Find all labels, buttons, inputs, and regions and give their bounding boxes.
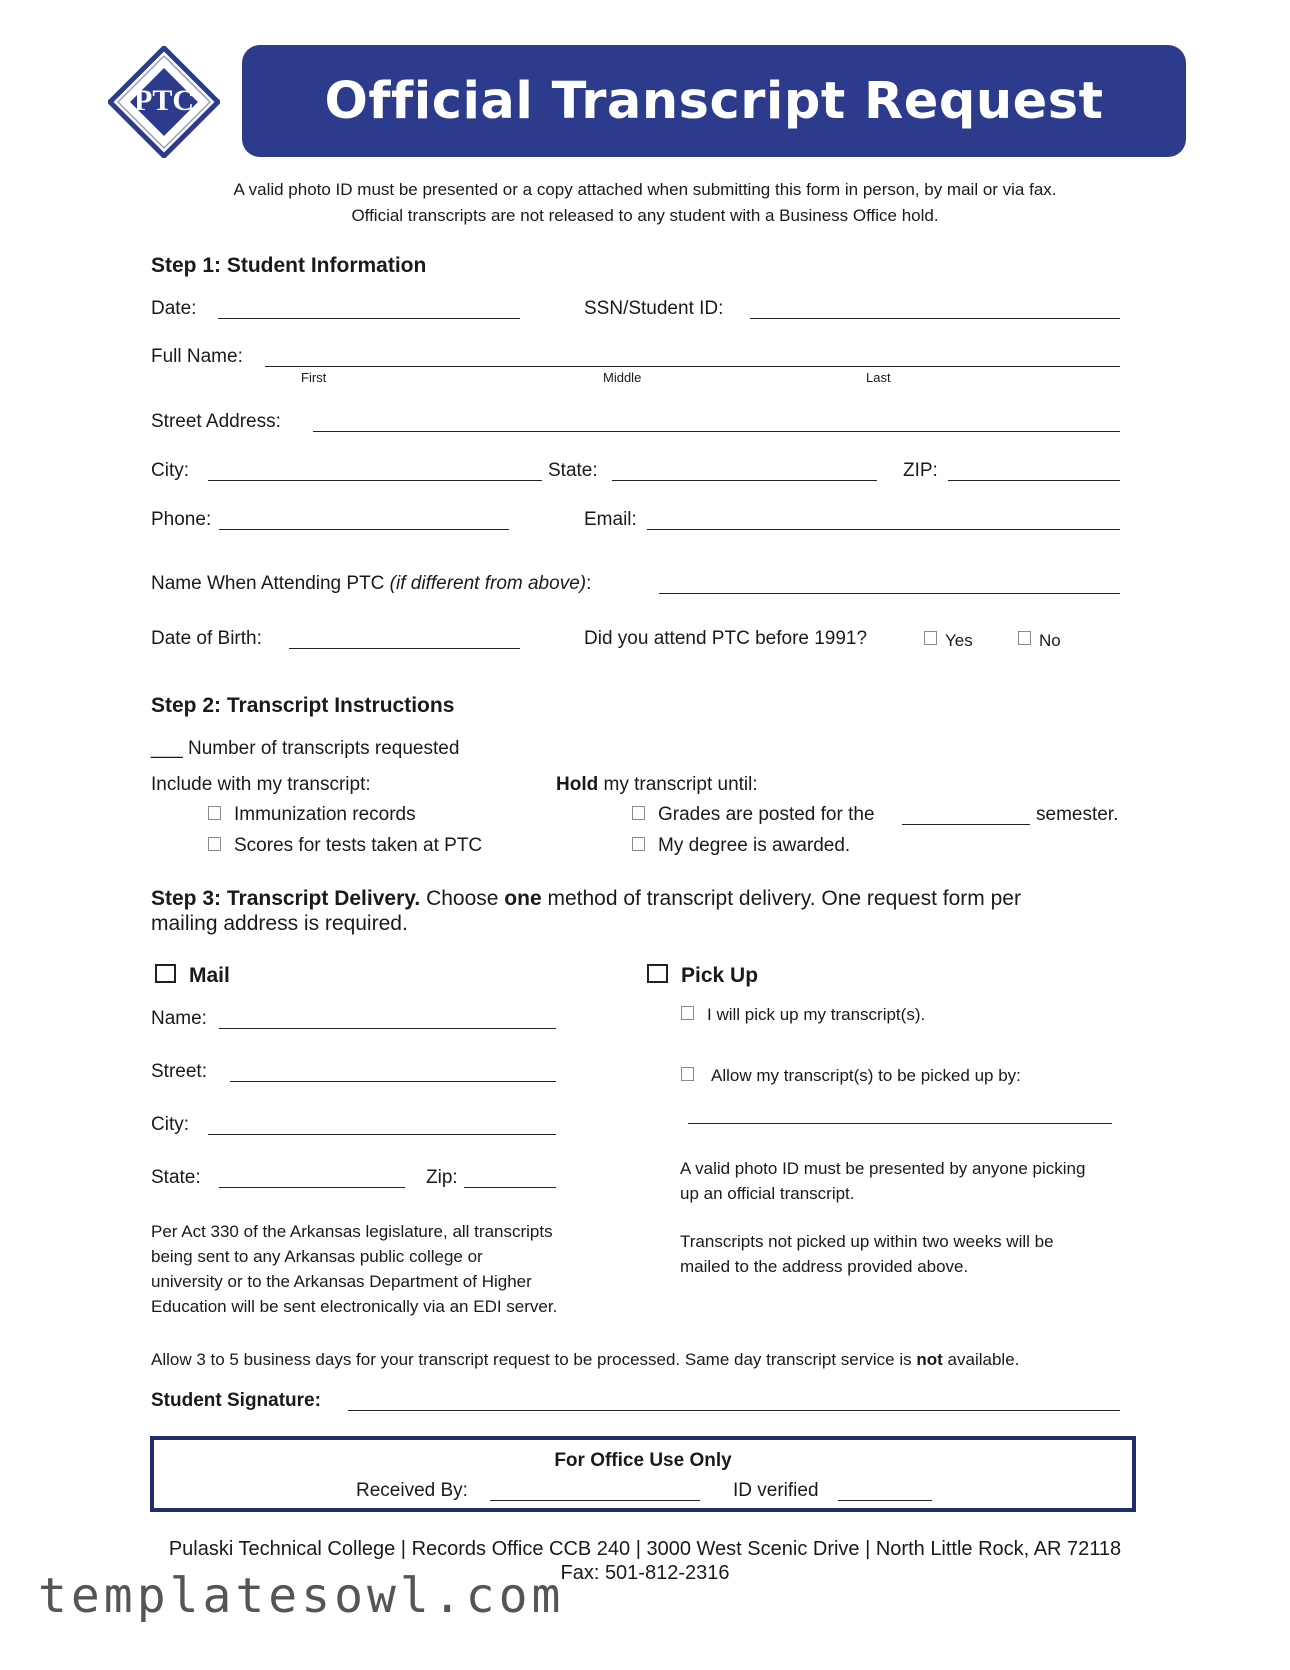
number-of-transcripts — [151, 738, 459, 760]
mail-name-field[interactable] — [219, 1028, 556, 1029]
dob-field[interactable] — [289, 648, 520, 649]
watermark: templatesowl.com — [38, 1568, 565, 1624]
first-name-sublabel: First — [301, 370, 327, 385]
received-by-label: Received By: — [356, 1480, 468, 1501]
email-field[interactable] — [647, 529, 1120, 530]
mail-city-label: City: — [151, 1114, 189, 1135]
fullname-field[interactable] — [265, 366, 1120, 367]
hold-label — [556, 774, 758, 796]
attending-name-label — [151, 573, 591, 595]
attending-name-text: Name When Attending PTC — [151, 573, 385, 594]
processing-note-part2: available. — [947, 1350, 1020, 1369]
number-of-transcripts-label: Number of transcripts requested — [187, 738, 460, 759]
notice-line-2: Official transcripts are not released to any student with a Business Office hold. — [351, 206, 939, 225]
address-line-1: Pulaski Technical College | Records Office CCB 240 | 3000 West Scenic Drive | North Little Rock, AR 72118 — [168, 1538, 1122, 1560]
processing-note — [151, 1350, 1019, 1370]
address-line-2: Fax: 501-812-2316 — [560, 1562, 730, 1584]
student-signature-field[interactable] — [348, 1410, 1120, 1411]
yes-label: Yes — [945, 631, 973, 650]
step3-heading-bold: Step 3: Transcript Delivery. — [151, 887, 421, 910]
photo-id-note-line-1: A valid photo ID must be presented by anyone picking — [680, 1159, 1086, 1178]
step3-heading-one: one — [504, 887, 542, 910]
attending-name-colon: : — [586, 573, 592, 594]
pickup-label: Pick Up — [681, 964, 759, 987]
step1-heading: Step 1: Student Information — [151, 254, 427, 277]
attending-name-field[interactable] — [659, 593, 1120, 594]
pickup-checkbox[interactable] — [647, 964, 668, 983]
step3-heading-line2: mailing address is required. — [151, 912, 408, 935]
phone-label: Phone: — [151, 509, 212, 530]
no-checkbox[interactable] — [1018, 631, 1031, 645]
date-label: Date: — [151, 298, 197, 319]
mail-state-label: State: — [151, 1167, 201, 1188]
no-label: No — [1039, 631, 1061, 650]
two-weeks-note-line-2: mailed to the address provided above. — [680, 1257, 969, 1276]
mail-street-label: Street: — [151, 1061, 207, 1082]
mail-city-field[interactable] — [208, 1134, 556, 1135]
mail-zip-label: Zip: — [426, 1167, 458, 1188]
street-address-label: Street Address: — [151, 411, 281, 432]
act-note-line-4: Education will be sent electronically via an EDI server. — [151, 1297, 558, 1316]
step2-heading: Step 2: Transcript Instructions — [151, 694, 455, 717]
date-field[interactable] — [218, 318, 520, 319]
hold-label-bold: Hold — [556, 774, 599, 795]
degree-awarded-label: My degree is awarded. — [658, 835, 851, 856]
city-field[interactable] — [208, 480, 542, 481]
include-label: Include with my transcript: — [151, 774, 371, 795]
immunization-checkbox[interactable] — [208, 806, 221, 820]
two-weeks-note-line-1: Transcripts not picked up within two weeks will be — [680, 1232, 1054, 1251]
step3-heading-choose: Choose — [426, 887, 499, 910]
attending-name-note: (if different from above) — [389, 573, 587, 594]
semester-field[interactable] — [902, 824, 1030, 825]
page-title: Official Transcript Request — [324, 71, 1104, 131]
zip-field[interactable] — [948, 480, 1120, 481]
ssn-label: SSN/Student ID: — [584, 298, 724, 319]
state-label: State: — [548, 460, 598, 481]
pickup-other-checkbox[interactable] — [681, 1067, 694, 1081]
street-address-field[interactable] — [313, 431, 1120, 432]
phone-field[interactable] — [219, 529, 509, 530]
email-label: Email: — [584, 509, 637, 530]
pickup-self-checkbox[interactable] — [681, 1006, 694, 1020]
student-signature-label: Student Signature: — [151, 1390, 321, 1411]
pickup-other-name-field[interactable] — [688, 1123, 1112, 1124]
act-note-line-1: Per Act 330 of the Arkansas legislature, all transcripts — [151, 1222, 553, 1241]
id-verified-label: ID verified — [733, 1480, 819, 1501]
mail-label: Mail — [189, 964, 230, 987]
ssn-field[interactable] — [750, 318, 1120, 319]
mail-name-label: Name: — [151, 1008, 207, 1029]
semester-label: semester. — [1036, 804, 1119, 825]
mail-street-field[interactable] — [230, 1081, 556, 1082]
id-verified-field[interactable] — [838, 1500, 932, 1501]
grades-posted-label: Grades are posted for the — [658, 804, 875, 825]
ptc-logo-text: PTC — [134, 84, 194, 117]
number-of-transcripts-field[interactable]: ___ — [151, 738, 183, 759]
zip-label: ZIP: — [903, 460, 938, 481]
office-use-heading: For Office Use Only — [554, 1450, 732, 1471]
yes-checkbox[interactable] — [924, 631, 937, 645]
scores-checkbox[interactable] — [208, 837, 221, 851]
hold-label-rest: my transcript until: — [603, 774, 758, 795]
degree-awarded-checkbox[interactable] — [632, 837, 645, 851]
act-note-line-2: being sent to any Arkansas public college or — [151, 1247, 483, 1266]
ptc-logo — [108, 46, 220, 158]
immunization-label: Immunization records — [234, 804, 416, 825]
middle-name-sublabel: Middle — [603, 370, 642, 385]
mail-state-field[interactable] — [219, 1187, 405, 1188]
processing-note-not: not — [916, 1350, 943, 1369]
ptc-logo-diamond — [108, 46, 220, 158]
step3-heading — [151, 886, 1141, 936]
photo-id-notice — [0, 180, 1290, 226]
notice-line-1: A valid photo ID must be presented or a copy attached when submitting this form in person, by mail or via fax. — [233, 180, 1057, 199]
received-by-field[interactable] — [490, 1500, 700, 1501]
pickup-photo-id-note — [680, 1156, 1085, 1206]
scores-label: Scores for tests taken at PTC — [234, 835, 483, 856]
grades-posted-checkbox[interactable] — [632, 806, 645, 820]
fullname-label: Full Name: — [151, 346, 243, 367]
last-name-sublabel: Last — [866, 370, 891, 385]
city-label: City: — [151, 460, 189, 481]
two-weeks-note — [680, 1229, 1054, 1279]
processing-note-part1: Allow 3 to 5 business days for your transcript request to be processed. Same day transcript service is — [151, 1350, 912, 1369]
state-field[interactable] — [612, 480, 877, 481]
photo-id-note-line-2: up an official transcript. — [680, 1184, 855, 1203]
mail-zip-field[interactable] — [464, 1187, 556, 1188]
pickup-other-label: Allow my transcript(s) to be picked up by: — [711, 1066, 1021, 1085]
dob-label: Date of Birth: — [151, 628, 262, 649]
before-1991-question: Did you attend PTC before 1991? — [584, 628, 868, 649]
mail-checkbox[interactable] — [155, 964, 176, 983]
act-note-line-3: university or to the Arkansas Department of Higher — [151, 1272, 532, 1291]
step3-heading-rest: method of transcript delivery. One request form per — [547, 887, 1021, 910]
pickup-self-label: I will pick up my transcript(s). — [707, 1005, 926, 1024]
act-330-note — [151, 1219, 557, 1319]
